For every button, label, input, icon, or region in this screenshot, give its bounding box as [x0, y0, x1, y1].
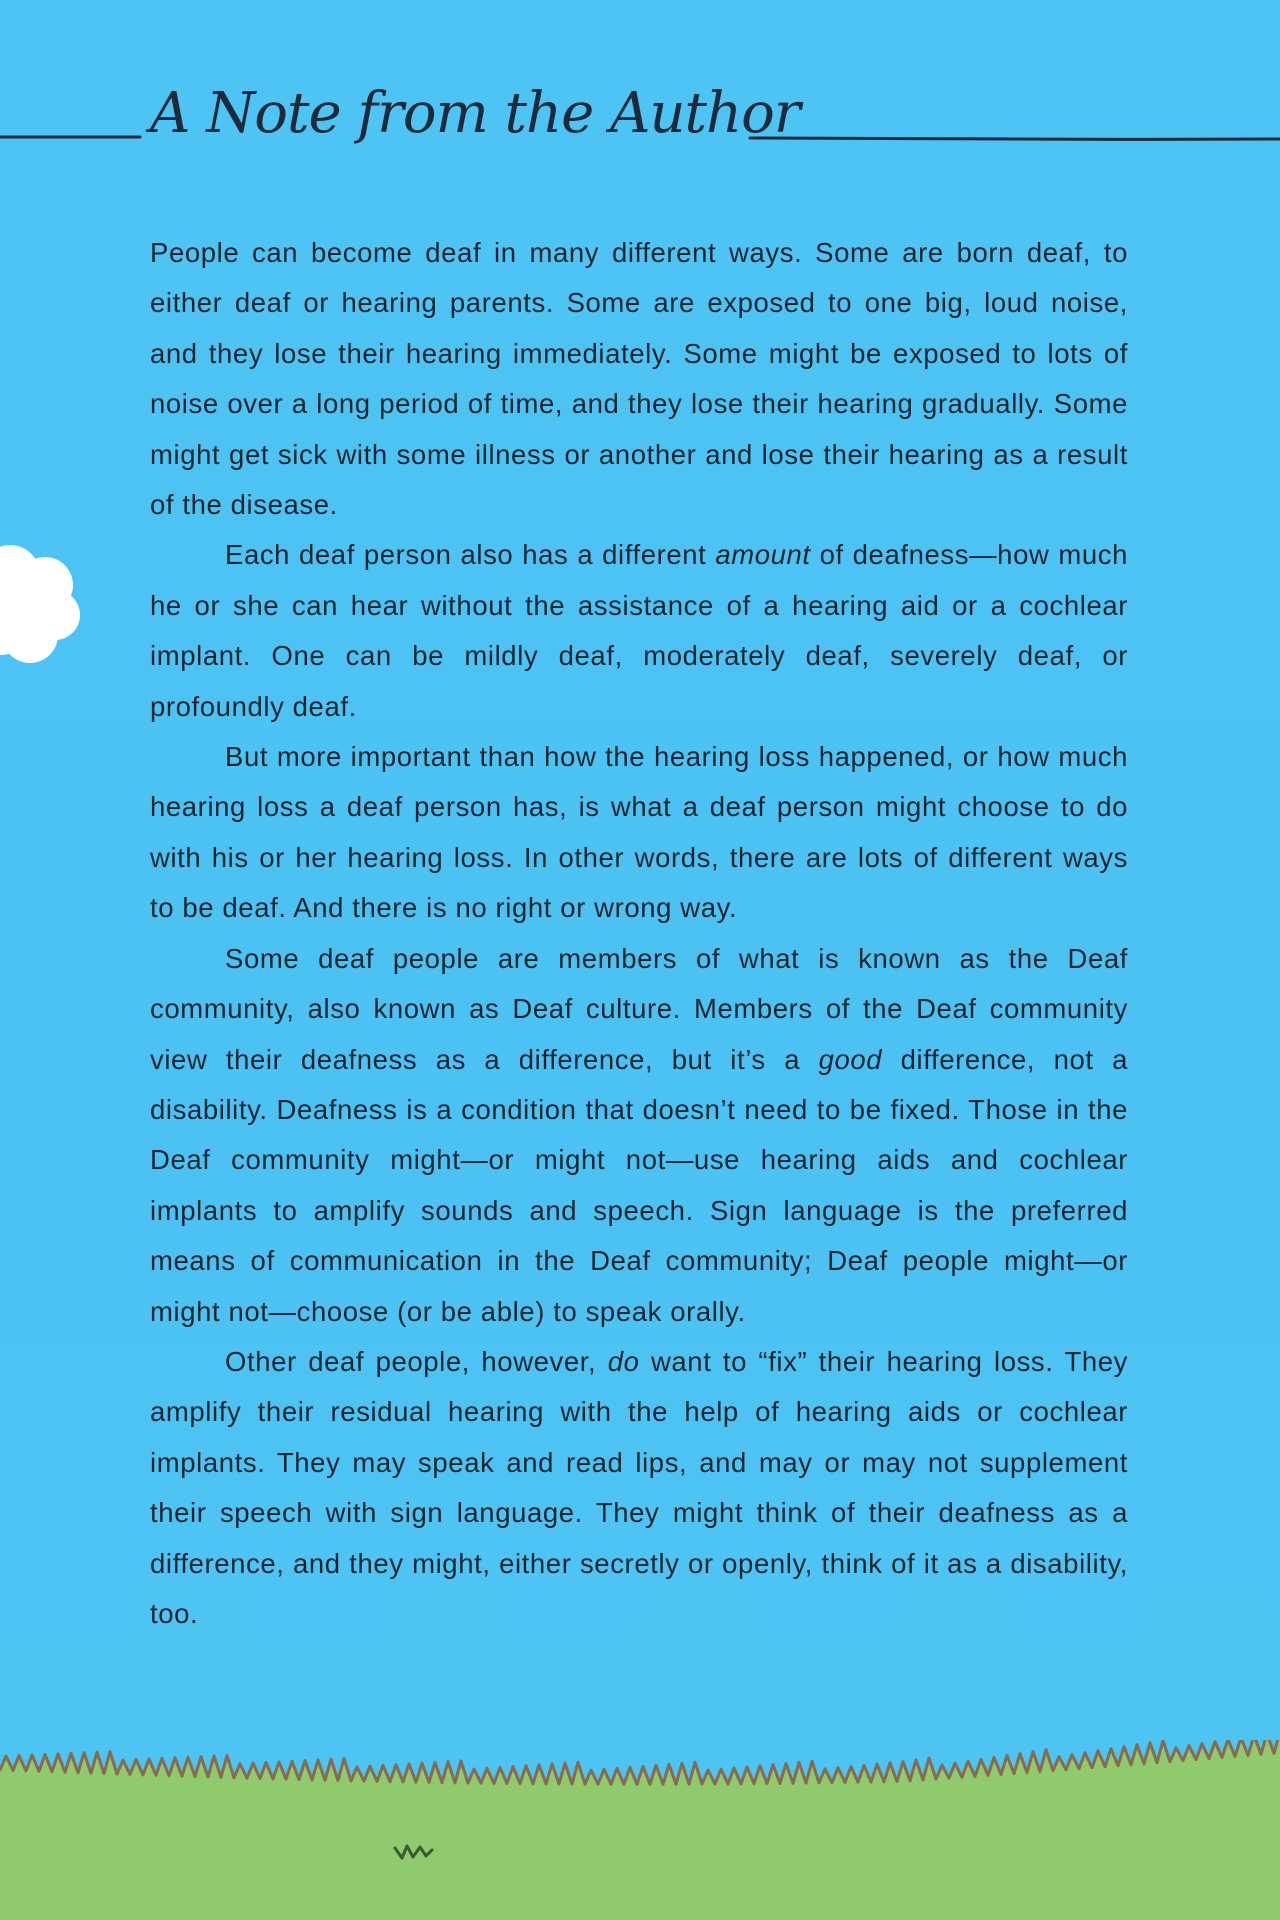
paragraph-1	[150, 228, 1128, 530]
paragraph-3	[150, 732, 1128, 934]
paragraph-text: of deafness—how much he or she can hear without the assistance of a hearing aid or a cochlear implant. One can be mildly deaf, moderately deaf, severely deaf, or profoundly deaf.	[150, 539, 1128, 722]
paragraph-4	[150, 934, 1128, 1337]
body-text	[150, 228, 1128, 1639]
italic-text: do	[607, 1345, 640, 1377]
cloud-icon	[0, 530, 90, 670]
paragraph-text: But more important than how the hearing loss happened, or how much hearing loss a deaf person has, is what a deaf person might choose to do with his or her hearing loss. In other words, there are lots of different ways to be deaf. And there is no right or wrong way.	[150, 741, 1128, 924]
italic-text: amount	[715, 539, 811, 571]
page-title: A Note from the Author	[150, 81, 800, 146]
paragraph-text: difference, not a disability. Deafness is a condition that doesn’t need to be fixed. Those in the Deaf community might—or might not—use hearing aids and cochlear implants to amplify sounds and speech. Sign language is the preferred means of communication in the Deaf community; Deaf people might—or might not—choose (or be able) to speak orally.	[150, 1043, 1128, 1327]
paragraph-2	[150, 530, 1128, 732]
paragraph-5	[150, 1337, 1128, 1639]
paragraph-text: Other deaf people, however,	[225, 1345, 608, 1377]
paragraph-text: Some deaf people are members of what is known as the Deaf community, also known as Deaf culture. Members of the Deaf community view their deafness as a difference, but it’s a	[150, 942, 1128, 1075]
paragraph-text: Each deaf person also has a different	[225, 539, 716, 571]
italic-text: good	[818, 1043, 883, 1075]
paragraph-text: want to “fix” their hearing loss. They amplify their residual hearing with the help of hearing aids or cochlear implants. They may speak and read lips, and may or may not supplement their speech with sign language. They might think of their deafness as a difference, and they might, either secretly or openly, think of it as a disability, too.	[150, 1345, 1128, 1629]
chapter-header	[0, 80, 1280, 160]
grass-ground	[0, 1740, 1280, 1920]
paragraph-text: People can become deaf in many different ways. Some are born deaf, to either deaf or hearing parents. Some are exposed to one big, loud noise, and they lose their hearing immediately. Some might be exposed to lots of noise over a long period of time, and they lose their hearing gradually. Some might get sick with some illness or another and lose their hearing as a result of the disease.	[150, 237, 1128, 521]
